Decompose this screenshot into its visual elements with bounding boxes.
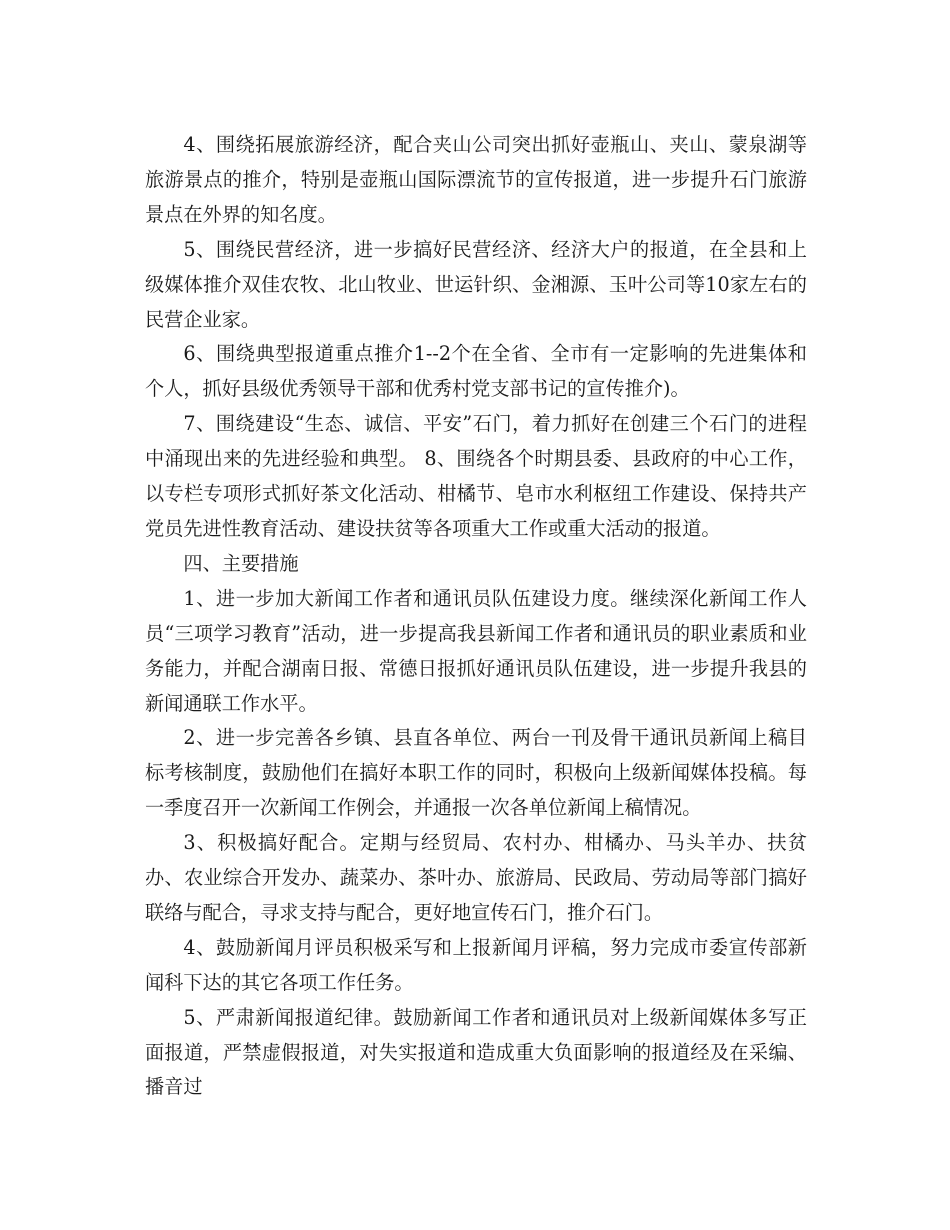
- paragraph-measure-5: 5、严肃新闻报道纪律。鼓励新闻工作者和通讯员对上级新闻媒体多写正面报道，严禁虚假报道，对失实报道和造成重大负面影响的报道经及在采编、播音过: [145, 1005, 807, 1099]
- paragraph-ecology-integrity-safety: 7、围绕建设“生态、诚信、平安”石门，着力抓好在创建三个石门的进程中涌现出来的先进经验和典型。 8、围绕各个时期县委、县政府的中心工作，以专栏专项形式抓好茶文化活动、柑橘节、皂市水利枢纽工作建设、保持共产党员先进性教育活动、建设扶贫等各项重大工作或重大活动的报道。: [145, 412, 807, 540]
- paragraph-measure-3: 3、积极搞好配合。定期与经贸局、农村办、柑橘办、马头羊办、扶贫办、农业综合开发办、蔬菜办、茶叶办、旅游局、民政局、劳动局等部门搞好联络与配合，寻求支持与配合，更好地宣传石门，推介石门。: [145, 831, 807, 924]
- section-heading-main-measures: 四、主要措施: [183, 551, 299, 575]
- paragraph-measure-1: 1、进一步加大新闻工作者和通讯员队伍建设力度。继续深化新闻工作人员“三项学习教育”活动，进一步提高我县新闻工作者和通讯员的职业素质和业务能力，并配合湖南日报、常德日报抓好通讯员队伍建设，进一步提升我县的新闻通联工作水平。: [145, 586, 807, 715]
- paragraph-measure-4: 4、鼓励新闻月评员积极采写和上报新闻月评稿，努力完成市委宣传部新闻科下达的其它各项工作任务。: [145, 935, 807, 994]
- paragraph-typical-reports: 6、围绕典型报道重点推介1--2个在全省、全市有一定影响的先进集体和个人，抓好县级优秀领导干部和优秀村党支部书记的宣传推介)。: [145, 342, 807, 401]
- paragraph-private-economy: 5、围绕民营经济，进一步搞好民营经济、经济大户的报道，在全县和上级媒体推介双佳农牧、北山牧业、世运针织、金湘源、玉叶公司等10家左右的民营企业家。: [145, 237, 807, 331]
- paragraph-measure-2: 2、进一步完善各乡镇、县直各单位、两台一刊及骨干通讯员新闻上稿目标考核制度，鼓励他们在搞好本职工作的同时，积极向上级新闻媒体投稿。每一季度召开一次新闻工作例会，并通报一次各单位新闻上稿情况。: [145, 726, 807, 820]
- paragraph-tourism: 4、围绕拓展旅游经济，配合夹山公司突出抓好壶瓶山、夹山、蒙泉湖等旅游景点的推介，特别是壶瓶山国际漂流节的宣传报道，进一步提升石门旅游景点在外界的知名度。: [145, 133, 807, 226]
- document-body: [145, 128, 807, 1105]
